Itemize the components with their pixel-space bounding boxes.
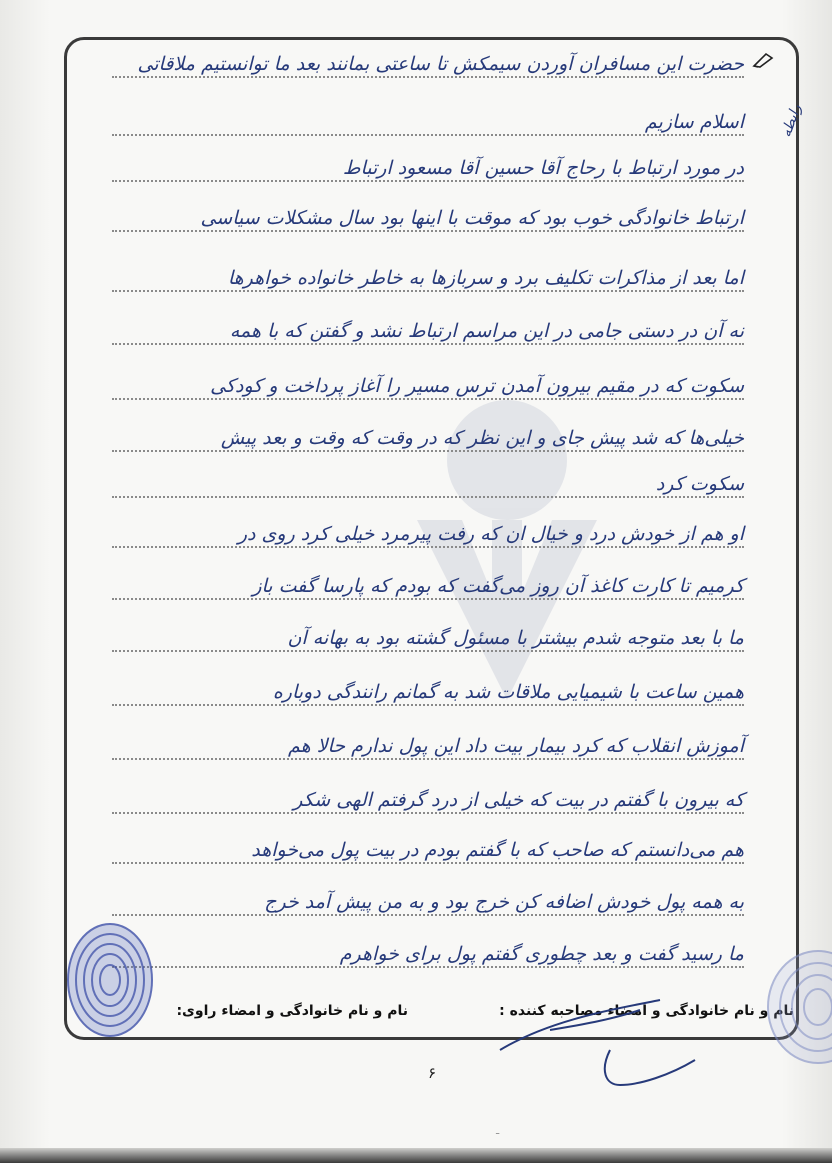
text-line: ارتباط خانوادگی خوب بود که موقت با اینها بود سال مشکلات سیاسی — [112, 230, 744, 232]
text-line: ما رسید گفت و بعد چطوری گفتم پول برای خواهرم — [112, 966, 744, 968]
text-line: نه آن در دستی جامی در این مراسم ارتباط نشد و گفتن که با همه — [112, 343, 744, 345]
text-line: در مورد ارتباط با رحاج آقا حسین آقا مسعود ارتباط — [112, 180, 744, 182]
scan-mark: ـ — [496, 1124, 500, 1137]
text-line: او هم از خودش درد و خیال ان که رفت پیرمرد خیلی کرد روی در — [112, 546, 744, 548]
text-line: آموزش انقلاب که کرد بیمار بیت داد این پول ندارم حالا هم — [112, 758, 744, 760]
text-line: سکوت که در مقیم بیرون آمدن ترس مسیر را آغاز پرداخت و کودکی — [112, 398, 744, 400]
pen-icon — [752, 52, 774, 68]
emblem-watermark — [377, 370, 637, 730]
fingerprint-image — [62, 918, 157, 1043]
text-line: خیلی‌ها که شد پیش جای و این نظر که در وقت که وقت و بعد پیش — [112, 450, 744, 452]
text-line: همین ساعت با شیمیایی ملاقات شد به گمانم رانندگی دوباره — [112, 704, 744, 706]
interviewer-signature-label: نام و نام خانوادگی و امضاء مصاحبه کننده : — [499, 1003, 794, 1019]
page-number: ۶ — [428, 1064, 437, 1082]
text-line: که بیرون با گفتم در بیت که خیلی از درد گرفتم الهی شکر — [112, 812, 744, 814]
narrator-signature-label: نام و نام خانوادگی و امضاء راوی: — [176, 1003, 408, 1019]
text-line: کرمیم تا کارت کاغذ آن روز می‌گفت که بودم که پارسا گفت باز — [112, 598, 744, 600]
text-line: ما با بعد متوجه شدم بیشتر با مسئول گشته بود به بهانه آن — [112, 650, 744, 652]
text-line: هم می‌دانستم که صاحب که با گفتم بودم در بیت پول می‌خواهد — [112, 862, 744, 864]
signature-image — [490, 990, 700, 1100]
text-line: سکوت کرد — [112, 496, 744, 498]
text-line: حضرت این مسافران آوردن سیمکش تا ساعتی بمانند بعد ما توانستیم ملاقاتی — [112, 76, 744, 78]
text-line: اما بعد از مذاکرات تکلیف برد و سربازها به خاطر خانواده خواهرها — [112, 290, 744, 292]
text-line: اسلام سازیم — [112, 134, 744, 136]
margin-note: رابطه — [778, 102, 805, 140]
scan-edge — [0, 1148, 832, 1163]
fingerprint-image — [758, 945, 832, 1070]
text-line: به همه پول خودش اضافه کن خرج بود و به من پیش آمد خرج — [112, 914, 744, 916]
